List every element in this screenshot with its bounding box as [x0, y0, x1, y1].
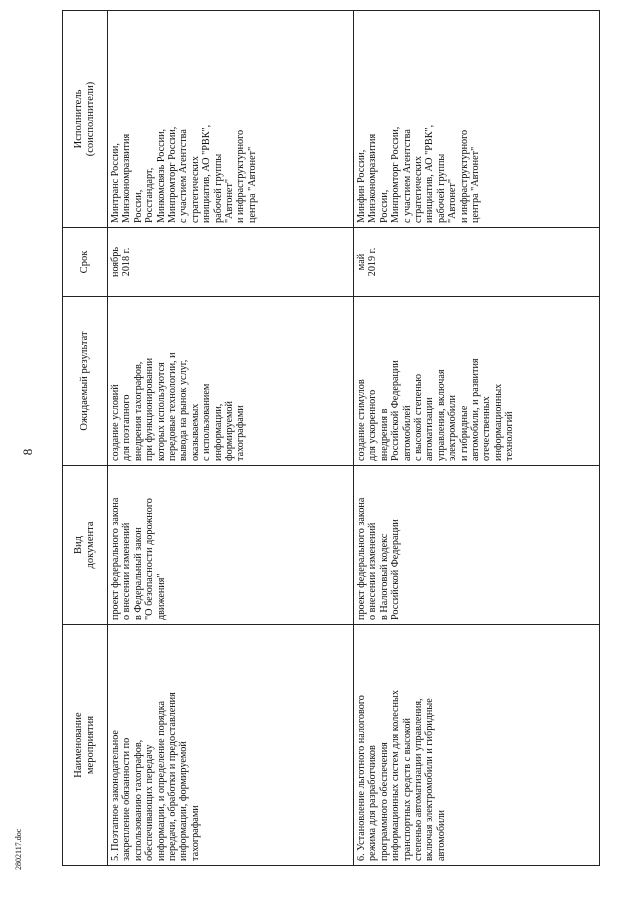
page-number: 8	[20, 448, 35, 456]
row-name: 5. Поэтапное законодательное закрепление обязанности по использованию тахографов, обеспечивающих передачу информации, и определение порядка передачи, обработки и предоставления информации, формируемой тахографами	[108, 625, 354, 866]
header-term: Срок	[63, 228, 108, 297]
row-result: создание стимулов для ускоренного внедрения в Российской Федерации автомобилей с высокой степенью автоматизации управления, включая электромобили и гибридные автомобили, и развития отечественных информационных технологий	[354, 297, 600, 466]
header-executor: Исполнитель (соисполнители)	[63, 11, 108, 228]
row-name: 6. Установление льготного налогового режима для разработчиков программного обеспечения информационных систем для колесных транспортных средств с высокой степенью автоматизации управления, включая электромобили и гибридные автомобили	[354, 625, 600, 866]
table-header-row	[63, 11, 108, 866]
header-name: Наименование мероприятия	[63, 625, 108, 866]
row-executor: Минфин России, Минэкономразвития России, Минпромторг России, с участием Агентства стратегических инициатив, АО "РВК", рабочей группы "Автонет" и инфраструктурного центра "Автонет"	[354, 11, 600, 228]
header-doc: Вид документа	[63, 466, 108, 625]
row-doc: проект федерального закона о внесении изменений в Федеральный закон "О безопасности дорожного движения"	[108, 466, 354, 625]
rotated-page	[62, 56, 595, 866]
table-row	[108, 11, 354, 866]
row-term: май 2019 г.	[354, 228, 600, 297]
header-result: Ожидаемый результат	[63, 297, 108, 466]
row-term: ноябрь 2018 г.	[108, 228, 354, 297]
row-doc: проект федерального закона о внесении изменений в Налоговый кодекс Российской Федерации	[354, 466, 600, 625]
table-row	[354, 11, 600, 866]
measures-table	[62, 10, 600, 866]
row-executor: Минтранс России, Минэкономразвития России, Росстандарт, Минкомсвязь России, Минпромторг России, с участием Агентства стратегических инициатив, АО "РВК", рабочей группы "Автонет" и инфраструктурного центра "Автонет"	[108, 11, 354, 228]
row-result: создание условий для поэтапного внедрения тахографов, при функционировании которых используются передовые технологии, и вывода на рынок услуг, оказываемых с использованием информации, формируемой тахографами	[108, 297, 354, 466]
footer-filename: 2802117.doc	[14, 828, 23, 870]
